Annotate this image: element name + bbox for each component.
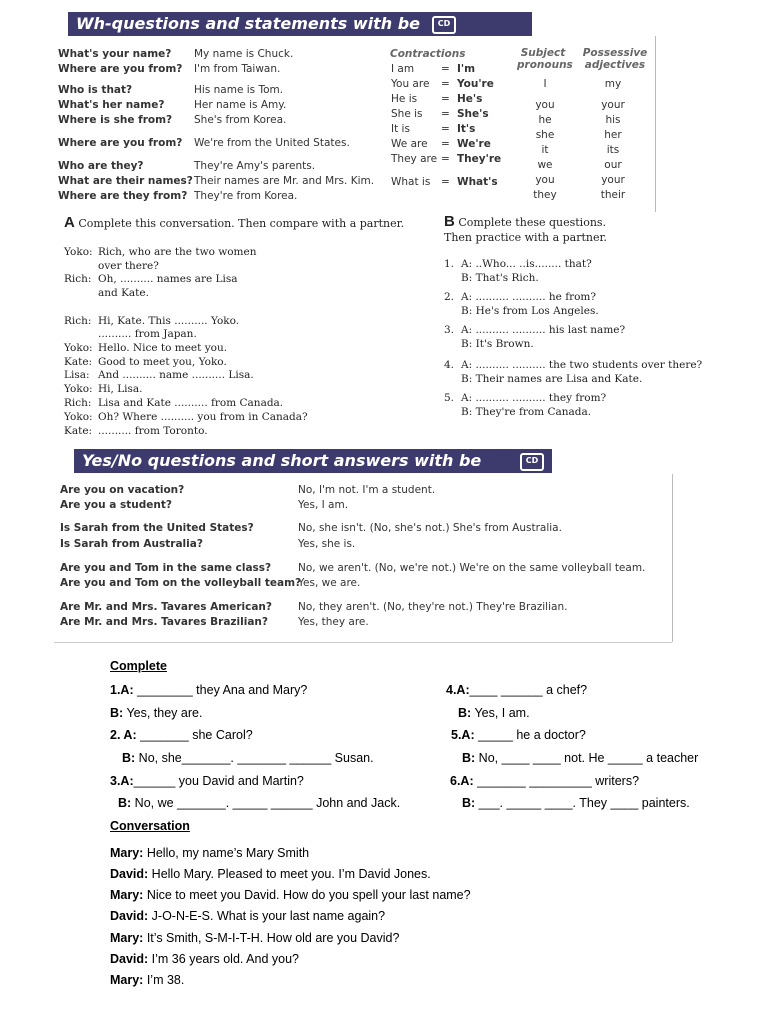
section1-title: Wh-questions and statements with be (76, 14, 421, 33)
item-label: B: (122, 751, 136, 765)
item-number: 3. (444, 324, 455, 336)
item-text: No, she_______. _______ ______ Susan. (135, 751, 374, 765)
conversation-line: .......... from Japan. (98, 328, 197, 340)
contraction-full: I am (391, 63, 415, 75)
wh-question: Where are you from? (58, 137, 183, 149)
speaker-label: Mary: (110, 931, 144, 945)
conversation-line (110, 952, 299, 967)
conversation-line (110, 973, 184, 988)
contraction-short: What's (457, 176, 498, 188)
possessive-adjective: our (604, 159, 622, 171)
speaker-label: Mary: (110, 973, 144, 987)
conversation-line: Hello. Nice to meet you. (98, 342, 228, 354)
equals-sign: = (441, 78, 450, 90)
line-text: Hello, my name’s Mary Smith (143, 846, 310, 860)
item-label: B: (458, 706, 472, 720)
wh-question: What's your name? (58, 48, 172, 60)
question-line: A: .......... .......... his last name? (461, 324, 626, 336)
possessive-adjective: its (606, 144, 620, 156)
wh-question: What are their names? (58, 175, 193, 187)
yes-no-question: Are Mr. and Mrs. Tavares American? (60, 601, 272, 613)
contraction-short: They're (457, 153, 502, 165)
contraction-full: We are (391, 138, 428, 150)
conversation-line: Good to meet you, Yoko. (98, 356, 227, 368)
yes-no-question: Are you and Tom on the volleyball team? (60, 577, 302, 589)
item-label: 2. A: (110, 728, 137, 742)
complete-item-left (110, 683, 307, 698)
speaker-label: Yoko: (64, 411, 93, 423)
speaker-label: Yoko: (64, 383, 93, 395)
item-text: ____ ______ a chef? (469, 683, 588, 697)
exercise-b-instruction: B Complete these questions. Then practice with a partner. (444, 213, 608, 244)
possessive-adjective: my (604, 78, 622, 90)
conversation-line (110, 888, 471, 903)
wh-answer: They're from Korea. (194, 190, 298, 202)
answer-line: B: He's from Los Angeles. (461, 305, 599, 317)
cd-icon: CD (520, 453, 544, 471)
item-number: 5. (444, 392, 455, 404)
possessive-adjective: your (601, 174, 625, 186)
wh-answer: They're Amy's parents. (194, 160, 316, 172)
possessive-adjective: your (601, 99, 625, 111)
exercise-a-instruction: A Complete this conversation. Then compare with a partner. (64, 214, 405, 231)
subject-pronoun: you (535, 99, 555, 111)
subject-pronoun: you (535, 174, 555, 186)
item-label: 1.A: (110, 683, 134, 697)
yes-no-question: Is Sarah from Australia? (60, 538, 203, 550)
subject-pronouns-header: Subject pronouns (517, 47, 573, 71)
complete-item-right (450, 774, 639, 789)
short-answer: Yes, I am. (298, 499, 349, 511)
item-number: 1. (444, 258, 455, 270)
speaker-label: Yoko: (64, 342, 93, 354)
yes-no-question: Are you a student? (60, 499, 172, 511)
complete-item-right (451, 728, 586, 743)
contraction-full: You are (391, 78, 430, 90)
yes-no-question: Are you on vacation? (60, 484, 185, 496)
item-label: B: (110, 706, 124, 720)
short-answer: No, she isn't. (No, she's not.) She's from Australia. (298, 522, 562, 534)
item-text: Yes, I am. (471, 706, 530, 720)
subject-pronoun: they (533, 189, 557, 201)
speaker-label: Yoko: (64, 246, 93, 258)
wh-answer: We're from the United States. (194, 137, 350, 149)
conversation-line: Rich, who are the two women (98, 246, 257, 258)
conversation-line: Oh? Where .......... you from in Canada? (98, 411, 308, 423)
conversation-line: Lisa and Kate .......... from Canada. (98, 397, 284, 409)
complete-item-left (110, 774, 304, 789)
line-text: I’m 38. (143, 973, 185, 987)
item-text: ________ they Ana and Mary? (133, 683, 308, 697)
conversation-line (110, 931, 399, 946)
subject-pronoun: we (537, 159, 553, 171)
complete-item-right (462, 796, 690, 811)
possessive-adjective: their (600, 189, 626, 201)
item-text: ___. _____ ____. They ____ painters. (475, 796, 690, 810)
subject-pronoun: she (535, 129, 555, 141)
equals-sign: = (441, 153, 450, 165)
item-text: _______ _________ writers? (473, 774, 640, 788)
speaker-label: David: (110, 909, 149, 923)
equals-sign: = (441, 63, 450, 75)
item-label: 6.A: (450, 774, 474, 788)
item-number: 4. (444, 359, 455, 371)
question-line: A: .......... .......... they from? (461, 392, 607, 404)
conversation-line (110, 867, 431, 882)
item-text: Yes, they are. (123, 706, 203, 720)
complete-item-left (118, 796, 400, 811)
contraction-short: I'm (457, 63, 476, 75)
conversation-heading: Conversation (110, 819, 190, 833)
contractions-header: Contractions (390, 48, 466, 60)
complete-item-left (110, 728, 253, 743)
equals-sign: = (441, 123, 450, 135)
item-label: B: (118, 796, 132, 810)
contraction-short: She's (457, 108, 489, 120)
wh-answer: His name is Tom. (194, 84, 284, 96)
line-text: It’s Smith, S-M-I-T-H. How old are you David? (143, 931, 400, 945)
contraction-full: What is (391, 176, 431, 188)
line-text: Hello Mary. Pleased to meet you. I’m David Jones. (148, 867, 431, 881)
conversation-line: And .......... name .......... Lisa. (98, 369, 254, 381)
section-divider (655, 36, 656, 212)
answer-line: B: It's Brown. (461, 338, 534, 350)
item-text: No, we _______. _____ ______ John and Jack. (131, 796, 401, 810)
item-text: No, ____ ____ not. He _____ a teacher (475, 751, 699, 765)
possessive-adjective: her (604, 129, 622, 141)
subject-pronoun: I (543, 78, 547, 90)
wh-question: Who is that? (58, 84, 133, 96)
line-text: I’m 36 years old. And you? (148, 952, 299, 966)
short-answer: No, they aren't. (No, they're not.) They're Brazilian. (298, 601, 568, 613)
wh-answer: She's from Korea. (194, 114, 287, 126)
equals-sign: = (441, 93, 450, 105)
complete-item-left (122, 751, 374, 766)
complete-item-right (462, 751, 698, 766)
exercise-a-letter: A (64, 214, 75, 231)
yes-no-question: Is Sarah from the United States? (60, 522, 254, 534)
cd-icon: CD (432, 16, 456, 34)
speaker-label: Rich: (64, 315, 92, 327)
section2-title: Yes/No questions and short answers with be (82, 451, 482, 470)
wh-answer: My name is Chuck. (194, 48, 294, 60)
contraction-full: They are (391, 153, 438, 165)
answer-line: B: They're from Canada. (461, 406, 592, 418)
yes-no-question: Are Mr. and Mrs. Tavares Brazilian? (60, 616, 268, 628)
question-line: A: .......... .......... the two students over there? (461, 359, 703, 371)
exercise-b-letter: B (444, 213, 455, 230)
line-text: J-O-N-E-S. What is your last name again? (148, 909, 386, 923)
short-answer: Yes, she is. (298, 538, 356, 550)
wh-question: What's her name? (58, 99, 165, 111)
equals-sign: = (441, 138, 450, 150)
conversation-line (110, 846, 309, 861)
speaker-label: Lisa: (64, 369, 90, 381)
conversation-line: .......... from Toronto. (98, 425, 208, 437)
short-answer: No, I'm not. I'm a student. (298, 484, 436, 496)
subject-pronoun: it (541, 144, 549, 156)
speaker-label: Kate: (64, 425, 93, 437)
question-line: A: .......... .......... he from? (461, 291, 597, 303)
speaker-label: Mary: (110, 888, 144, 902)
item-number: 2. (444, 291, 455, 303)
speaker-label: Kate: (64, 356, 93, 368)
wh-question: Where are you from? (58, 63, 183, 75)
wh-question: Who are they? (58, 160, 144, 172)
complete-item-right (446, 683, 587, 698)
wh-question: Where is she from? (58, 114, 173, 126)
contraction-full: It is (391, 123, 410, 135)
section1-banner (68, 12, 532, 36)
contraction-full: He is (391, 93, 418, 105)
item-label: 3.A: (110, 774, 134, 788)
line-text: Nice to meet you David. How do you spell your last name? (143, 888, 471, 902)
complete-item-left (110, 706, 202, 721)
possessive-adjective: his (605, 114, 621, 126)
item-text: _____ he a doctor? (474, 728, 586, 742)
speaker-label: Mary: (110, 846, 144, 860)
conversation-line: over there? (98, 260, 159, 272)
short-answer: No, we aren't. (No, we're not.) We're on the same volleyball team. (298, 562, 646, 574)
wh-answer: Her name is Amy. (194, 99, 287, 111)
section2-banner (74, 449, 552, 473)
conversation-line: and Kate. (98, 287, 149, 299)
wh-answer: I'm from Taiwan. (194, 63, 281, 75)
conversation-line: Hi, Lisa. (98, 383, 143, 395)
wh-answer: Their names are Mr. and Mrs. Kim. (194, 175, 375, 187)
item-label: B: (462, 751, 476, 765)
section2-divider (672, 474, 673, 642)
short-answer: Yes, we are. (298, 577, 361, 589)
section2-bottom-rule (54, 642, 672, 643)
contraction-full: She is (391, 108, 423, 120)
contraction-short: We're (457, 138, 491, 150)
contraction-short: You're (457, 78, 494, 90)
conversation-line: Hi, Kate. This .......... Yoko. (98, 315, 240, 327)
yes-no-question: Are you and Tom in the same class? (60, 562, 272, 574)
contraction-short: It's (457, 123, 476, 135)
wh-question: Where are they from? (58, 190, 188, 202)
item-text: _______ she Carol? (136, 728, 253, 742)
equals-sign: = (441, 176, 450, 188)
speaker-label: David: (110, 867, 149, 881)
item-label: B: (462, 796, 476, 810)
equals-sign: = (441, 108, 450, 120)
item-text: ______ you David and Martin? (133, 774, 304, 788)
subject-pronoun: he (538, 114, 552, 126)
contraction-short: He's (457, 93, 483, 105)
complete-heading: Complete (110, 659, 167, 673)
possessive-adjectives-header: Possessive adjectives (582, 47, 648, 71)
answer-line: B: That's Rich. (461, 272, 539, 284)
answer-line: B: Their names are Lisa and Kate. (461, 373, 643, 385)
conversation-line: Oh, .......... names are Lisa (98, 273, 238, 285)
speaker-label: David: (110, 952, 149, 966)
question-line: A: ..Who... ..is........ that? (461, 258, 592, 270)
conversation-line (110, 909, 385, 924)
short-answer: Yes, they are. (298, 616, 369, 628)
item-label: 5.A: (451, 728, 475, 742)
item-label: 4.A: (446, 683, 470, 697)
complete-item-right (458, 706, 530, 721)
speaker-label: Rich: (64, 273, 92, 285)
speaker-label: Rich: (64, 397, 92, 409)
